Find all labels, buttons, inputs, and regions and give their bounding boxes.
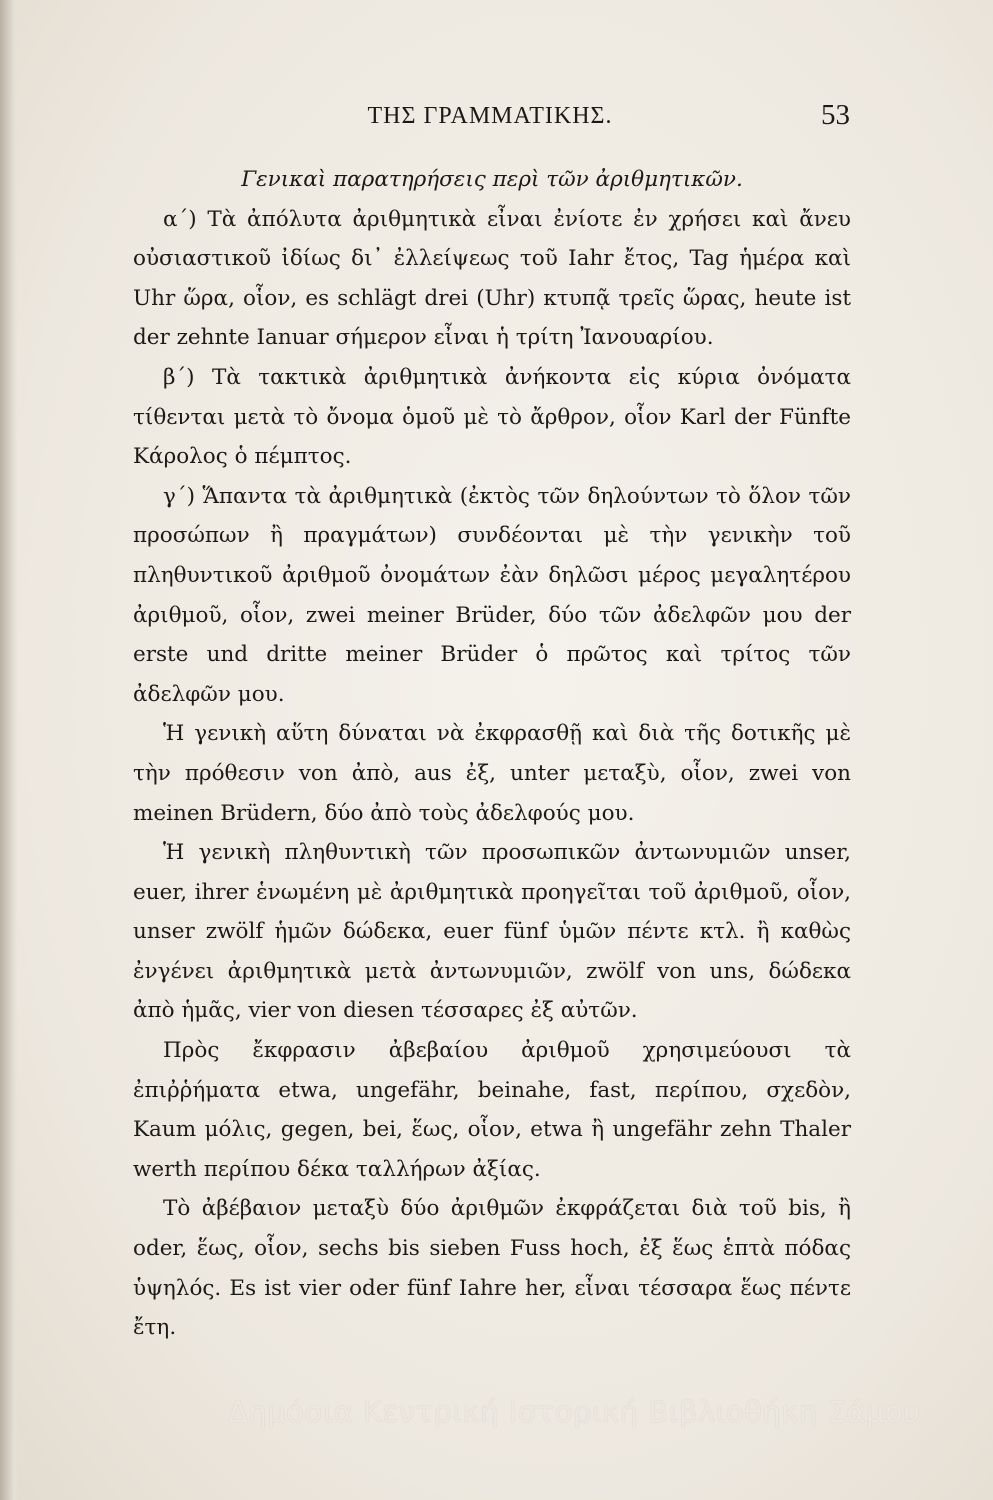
body-text	[133, 160, 851, 1348]
section-heading: Γενικαὶ παρατηρήσεις περὶ τῶν ἀριθμητικῶν.	[241, 167, 743, 192]
page-header	[130, 99, 850, 143]
paragraph-range: Τὸ ἀβέβαιον μεταξὺ δύο ἀριθμῶν ἐκφράζεται διὰ τοῦ bis, ἢ oder, ἕως, οἷον, sechs bis sieben Fuss hoch, ἐξ ἕως ἑπτὰ πόδας ὑψηλός. Es ist vier oder fünf Iahre her, εἶναι τέσσαρα ἕως πέντε ἔτη.	[133, 1196, 851, 1341]
paragraph-pronouns: Ἡ γενικὴ πληθυντικὴ τῶν προσωπικῶν ἀντωνυμιῶν unser, euer, ihrer ἑνωμένη μὲ ἀριθμητικὰ προηγεῖται τοῦ ἀριθμοῦ, οἷον, unser zwölf ἡμῶν δώδεκα, euer fünf ὑμῶν πέντε κτλ. ἢ καθὼς ἐνγένει ἀριθμητικὰ μετὰ ἀντωνυμιῶν, zwölf von uns, δώδεκα ἀπὸ ἡμᾶς, vier von diesen τέσσαρες ἐξ αὐτῶν.	[133, 840, 851, 1024]
running-head: ΤΗΣ ΓΡΑΜΜΑΤΙΚΗΣ.	[367, 103, 613, 129]
library-watermark: Δημόσια Κεντρική Ιστορική Βιβλιοθήκη Σάμου	[228, 1395, 921, 1429]
paragraph-alpha: α´) Τὰ ἀπόλυτα ἀριθμητικὰ εἶναι ἐνίοτε ἐν χρήσει καὶ ἄνευ οὐσιαστικοῦ ἰδίως δι᾽ ἐλλείψεως τοῦ Iahr ἔτος, Tag ἡμέρα καὶ Uhr ὥρα, οἷον, es schlägt drei (Uhr) κτυπᾷ τρεῖς ὥρας, heute ist der zehnte Ianuar σήμερον εἶναι ἡ τρίτη Ἰανουαρίου.	[133, 206, 851, 351]
page-spine-shadow	[0, 0, 18, 1500]
paragraph-approximate: Πρὸς ἔκφρασιν ἀβεβαίου ἀριθμοῦ χρησιμεύουσι τὰ ἐπιῤῥήματα etwa, ungefähr, beinahe, fast, περίπου, σχεδὸν, Kaum μόλις, gegen, bei, ἕως, οἷον, etwa ἢ ungefähr zehn Thaler werth περίπου δέκα ταλλήρων ἀξίας.	[133, 1038, 851, 1182]
paragraph-beta: β´) Τὰ τακτικὰ ἀριθμητικὰ ἀνήκοντα εἰς κύρια ὀνόματα τίθενται μετὰ τὸ ὄνομα ὁμοῦ μὲ τὸ ἄρθρον, οἷον Karl der Fünfte Κάρολος ὁ πέμπτος.	[133, 364, 851, 470]
page-number: 53	[821, 99, 850, 131]
paragraph-dative: Ἡ γενικὴ αὕτη δύναται νὰ ἐκφρασθῇ καὶ διὰ τῆς δοτικῆς μὲ τὴν πρόθεσιν von ἀπὸ, aus ἐξ, unter μεταξὺ, οἷον, zwei von meinen Brüdern, δύο ἀπὸ τοὺς ἀδελφούς μου.	[133, 721, 851, 826]
paragraph-gamma: γ´) Ἅπαντα τὰ ἀριθμητικὰ (ἐκτὸς τῶν δηλούντων τὸ ὅλον τῶν προσώπων ἢ πραγμάτων) συνδέονται μὲ τὴν γενικὴν τοῦ πληθυντικοῦ ἀριθμοῦ ὀνομάτων ἐὰν δηλῶσι μέρος μεγαλητέρου ἀριθμοῦ, οἷον, zwei meiner Brüder, δύο τῶν ἀδελφῶν μου der erste und dritte meiner Brüder ὁ πρῶτος καὶ τρίτος τῶν ἀδελφῶν μου.	[133, 483, 851, 707]
